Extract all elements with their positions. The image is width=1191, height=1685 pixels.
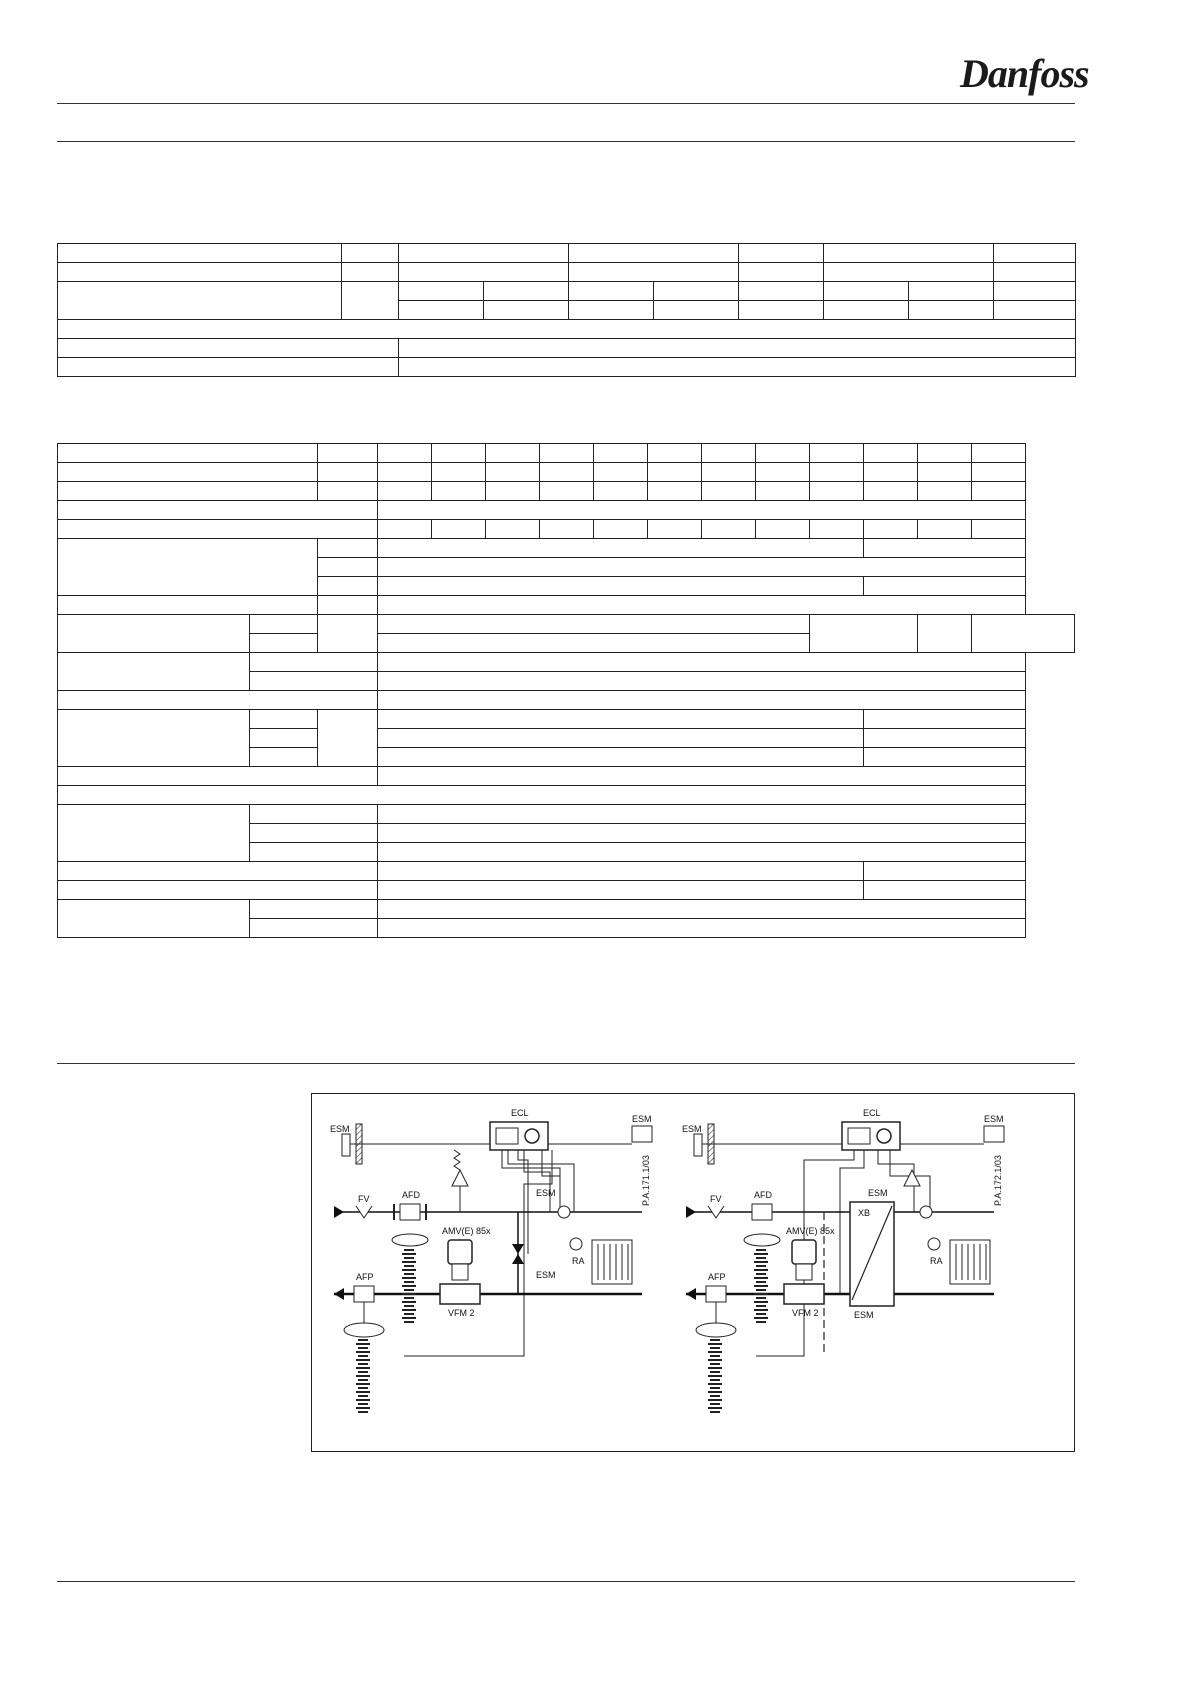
label-amv: AMV(E) 85x [442,1226,491,1236]
label-esm-flow: ESM [536,1188,556,1198]
footer-rule [57,1581,1075,1582]
header-rule [57,103,1075,104]
label-amv: AMV(E) 85x [786,1226,835,1236]
label-fv: FV [710,1194,722,1204]
table-row [58,881,1075,900]
safety-valve [452,1170,468,1186]
ra-valve [570,1238,582,1250]
label-afd: AFD [754,1190,772,1200]
label-vfm: VFM 2 [792,1308,819,1318]
label-esm-return: ESM [854,1310,874,1320]
table-row [58,539,1075,558]
table-row [58,320,1076,339]
label-code: P.A.172.1/03 [993,1155,1003,1206]
table-row [58,244,1076,263]
table-row [58,463,1075,482]
label-vfm: VFM 2 [448,1308,475,1318]
esm-room-sensor [694,1134,702,1156]
application-diagrams [311,1093,1075,1452]
afp-valve [706,1286,726,1302]
table-row [58,900,1075,919]
check-valve [512,1244,524,1264]
table-row [58,691,1075,710]
label-code: P.A.171.1/03 [641,1155,651,1206]
table-row [58,263,1076,282]
pump [920,1206,932,1218]
afd-valve [400,1204,420,1220]
table-row [58,786,1075,805]
table-row [58,282,1076,301]
afp-valve [354,1286,374,1302]
table-row [58,615,1075,634]
label-esm-flow: ESM [868,1188,888,1198]
label-esm-room: ESM [330,1124,350,1134]
esm-outdoor-sensor [632,1126,652,1142]
ra-valve [928,1238,940,1250]
table-row [58,710,1075,729]
table-row [58,501,1075,520]
table-row [58,358,1076,377]
label-ra: RA [930,1256,943,1266]
table-row [58,339,1076,358]
amv-actuator [792,1240,816,1264]
label-ecl: ECL [511,1108,529,1118]
esm-outdoor-sensor [984,1126,1004,1142]
table-row [58,520,1075,539]
vfm2-valve [784,1284,824,1304]
afd-valve [752,1204,772,1220]
amv-actuator [448,1240,472,1264]
label-afp: AFP [708,1272,726,1282]
label-afd: AFD [402,1190,420,1200]
label-ecl: ECL [863,1108,881,1118]
table-row [58,482,1075,501]
label-esm-outdoor: ESM [984,1114,1004,1124]
label-ra: RA [572,1256,585,1266]
table-row [58,805,1075,824]
table-row [58,862,1075,881]
section-rule-2 [57,1063,1075,1064]
label-esm-outdoor: ESM [632,1114,652,1124]
esm-room-sensor [342,1134,350,1156]
safety-valve [904,1170,920,1186]
table-row [58,767,1075,786]
section-rule [57,141,1075,142]
label-esm-room: ESM [682,1124,702,1134]
label-xb: XB [858,1208,871,1218]
pump [558,1206,570,1218]
schematics-svg [312,1094,1074,1451]
label-esm-return: ESM [536,1270,556,1280]
table-row [58,596,1075,615]
label-afp: AFP [356,1272,374,1282]
label-fv: FV [358,1194,370,1204]
schematic-right [682,1108,1004,1412]
table-2 [57,443,1075,938]
table-row [58,444,1075,463]
table-row [58,653,1075,672]
schematic-left [330,1108,652,1412]
vfm2-valve [440,1284,480,1304]
danfoss-logo: Danfoss [960,51,1089,96]
table-1 [57,243,1076,377]
